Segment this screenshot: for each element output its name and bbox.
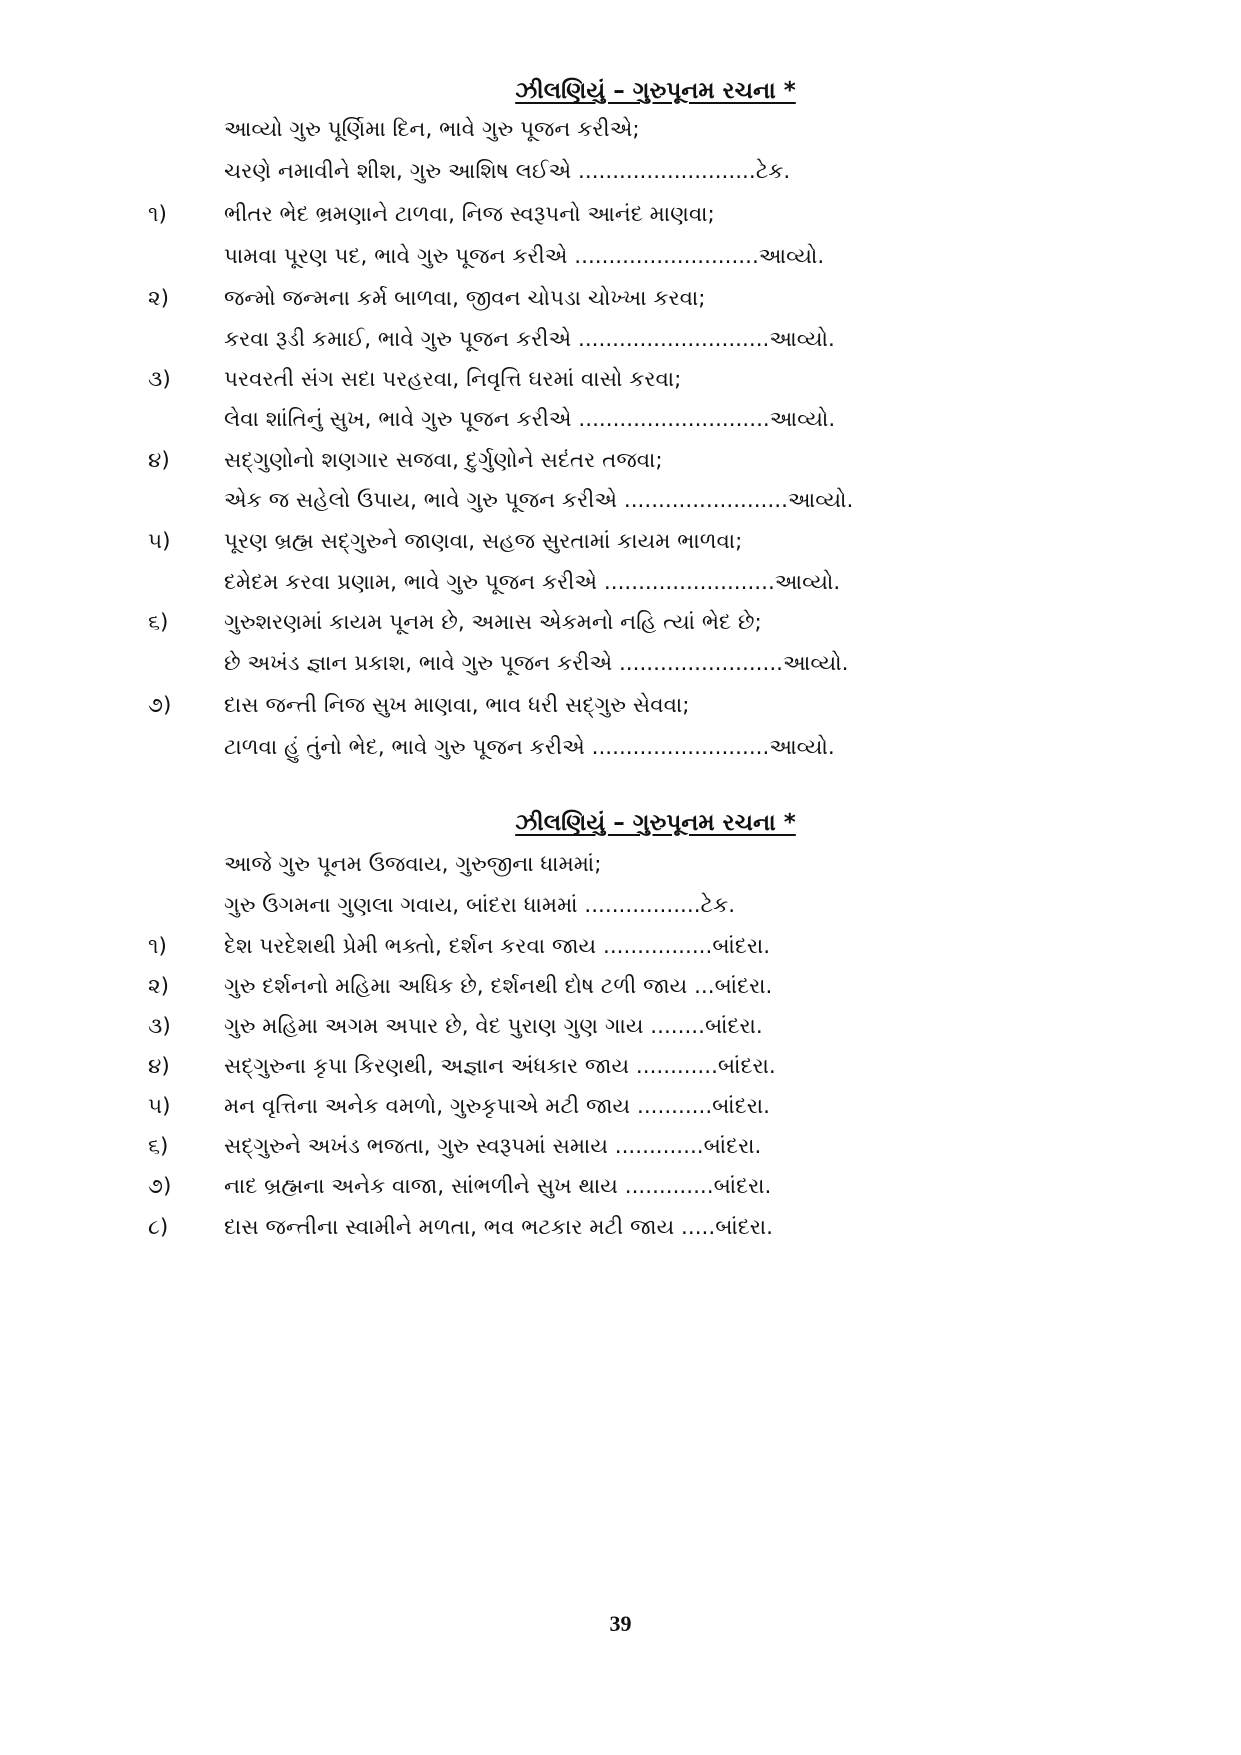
- poem2-verse-number: ૪): [148, 1054, 170, 1079]
- poem1-refrain-line-2: ચરણે નમાવીને શીશ, ગુરુ આશિષ લઈએ ..........................ટેક.: [224, 159, 791, 184]
- poem2-verse-line: સદ્‌ગુરુના કૃપા કિરણથી, અજ્ઞાન અંધકાર જાય ............બાંદરા.: [224, 1054, 776, 1079]
- page-number: 39: [609, 1611, 632, 1636]
- poem1-verse-line: જન્મો જન્મના કર્મ બાળવા, જીવન ચોપડા ચોખ્ખા કરવા;: [224, 286, 706, 311]
- poem1-verse-line: પામવા પૂરણ પદ, ભાવે ગુરુ પૂજન કરીએ ...........................આવ્યો.: [224, 244, 825, 269]
- poem1-title: ઝીલણિયું – ગુરુપૂનમ રચના *: [515, 78, 796, 104]
- poem1-verse-number: ૪): [148, 448, 170, 473]
- poem2-verse-number: ૧): [148, 934, 167, 959]
- poem1-verse-number: ૭): [148, 693, 172, 718]
- poem2-verse-number: ૩): [148, 1014, 171, 1039]
- poem2-verse-line: દેશ પરદેશથી પ્રેમી ભક્તો, દર્શન કરવા જાય ................બાંદરા.: [224, 934, 771, 959]
- poem1-verse-line: દમેદમ કરવા પ્રણામ, ભાવે ગુરુ પૂજન કરીએ .........................આવ્યો.: [224, 570, 841, 595]
- poem1-verse-line: લેવા શાંતિનું સુખ, ભાવે ગુરુ પૂજન કરીએ ............................આવ્યો.: [224, 407, 836, 432]
- poem1-verse-line: પરવરતી સંગ સદા પરહરવા, નિવૃત્તિ ઘરમાં વાસો કરવા;: [224, 367, 682, 392]
- poem1-verse-line: એક જ સહેલો ઉપાય, ભાવે ગુરુ પૂજન કરીએ ........................આવ્યો.: [224, 488, 854, 513]
- poem1-verse-number: ૬): [148, 610, 169, 635]
- poem2-verse-line: ગુરુ દર્શનનો મહિમા અધિક છે, દર્શનથી દોષ ટળી જાય ...બાંદરા.: [224, 974, 773, 999]
- poem2-verse-number: ૨): [148, 974, 170, 999]
- poem2-verse-number: ૬): [148, 1134, 169, 1159]
- poem1-verse-line: ટાળવા હું તુંનો ભેદ, ભાવે ગુરુ પૂજન કરીએ ..........................આવ્યો.: [224, 735, 835, 760]
- poem1-verse-number: ૨): [148, 286, 170, 311]
- poem2-verse-number: ૭): [148, 1174, 172, 1199]
- poem1-verse-number: ૫): [148, 529, 171, 554]
- poem1-verse-number: ૧): [148, 202, 167, 227]
- poem1-verse-line: કરવા રૂડી કમાઈ, ભાવે ગુરુ પૂજન કરીએ ............................આવ્યો.: [224, 327, 835, 352]
- poem1-verse-line: સદ્‌ગુણોનો શણગાર સજવા, દુર્ગુણોને સદંતર તજવા;: [224, 448, 663, 473]
- poem1-verse-line: છે અખંડ જ્ઞાન પ્રકાશ, ભાવે ગુરુ પૂજન કરીએ ........................આવ્યો.: [224, 651, 849, 676]
- poem2-verse-line: દાસ જન્તીના સ્વામીને મળતા, ભવ ભટકાર મટી જાય .....બાંદરા.: [224, 1215, 773, 1240]
- poem2-verse-number: ૫): [148, 1094, 171, 1119]
- poem2-refrain-line-1: આજે ગુરુ પૂનમ ઉજવાય, ગુરુજીના ધામમાં;: [224, 852, 602, 877]
- poem2-verse-line: ગુરુ મહિમા અગમ અપાર છે, વેદ પુરાણ ગુણ ગાય ........બાંદરા.: [224, 1014, 763, 1039]
- poem1-verse-line: ભીતર ભેદ ભ્રમણાને ટાળવા, નિજ સ્વરૂપનો આનંદ માણવા;: [224, 202, 715, 227]
- poem1-verse-number: ૩): [148, 367, 171, 392]
- poem2-verse-line: સદ્‌ગુરુને અખંડ ભજતા, ગુરુ સ્વરૂપમાં સમાય .............બાંદરા.: [224, 1134, 762, 1159]
- poem1-verse-line: દાસ જન્તી નિજ સુખ માણવા, ભાવ ધરી સદ્‌ગુરુ સેવવા;: [224, 693, 690, 718]
- poem1-verse-line: ગુરુશરણમાં કાયમ પૂનમ છે, અમાસ એકમનો નહિ ત્યાં ભેદ છે;: [224, 610, 762, 635]
- poem1-verse-line: પૂરણ બ્રહ્મ સદ્‌ગુરુને જાણવા, સહજ સુરતામાં કાયમ ભાળવા;: [224, 529, 743, 554]
- poem2-verse-number: ૮): [148, 1215, 169, 1240]
- poem1-refrain-line-1: આવ્યો ગુરુ પૂર્ણિમા દિન, ભાવે ગુરુ પૂજન કરીએ;: [224, 117, 640, 142]
- poem2-verse-line: નાદ બ્રહ્મના અનેક વાજા, સાંભળીને સુખ થાય .............બાંદરા.: [224, 1174, 772, 1199]
- poem2-verse-line: મન વૃત્તિના અનેક વમળો, ગુરુકૃપાએ મટી જાય ...........બાંદરા.: [224, 1094, 770, 1119]
- poem2-refrain-line-2: ગુરુ ઉગમના ગુણલા ગવાય, બાંદરા ધામમાં .................ટેક.: [224, 893, 736, 918]
- poem2-title: ઝીલણિયું – ગુરુપૂનમ રચના *: [515, 810, 796, 836]
